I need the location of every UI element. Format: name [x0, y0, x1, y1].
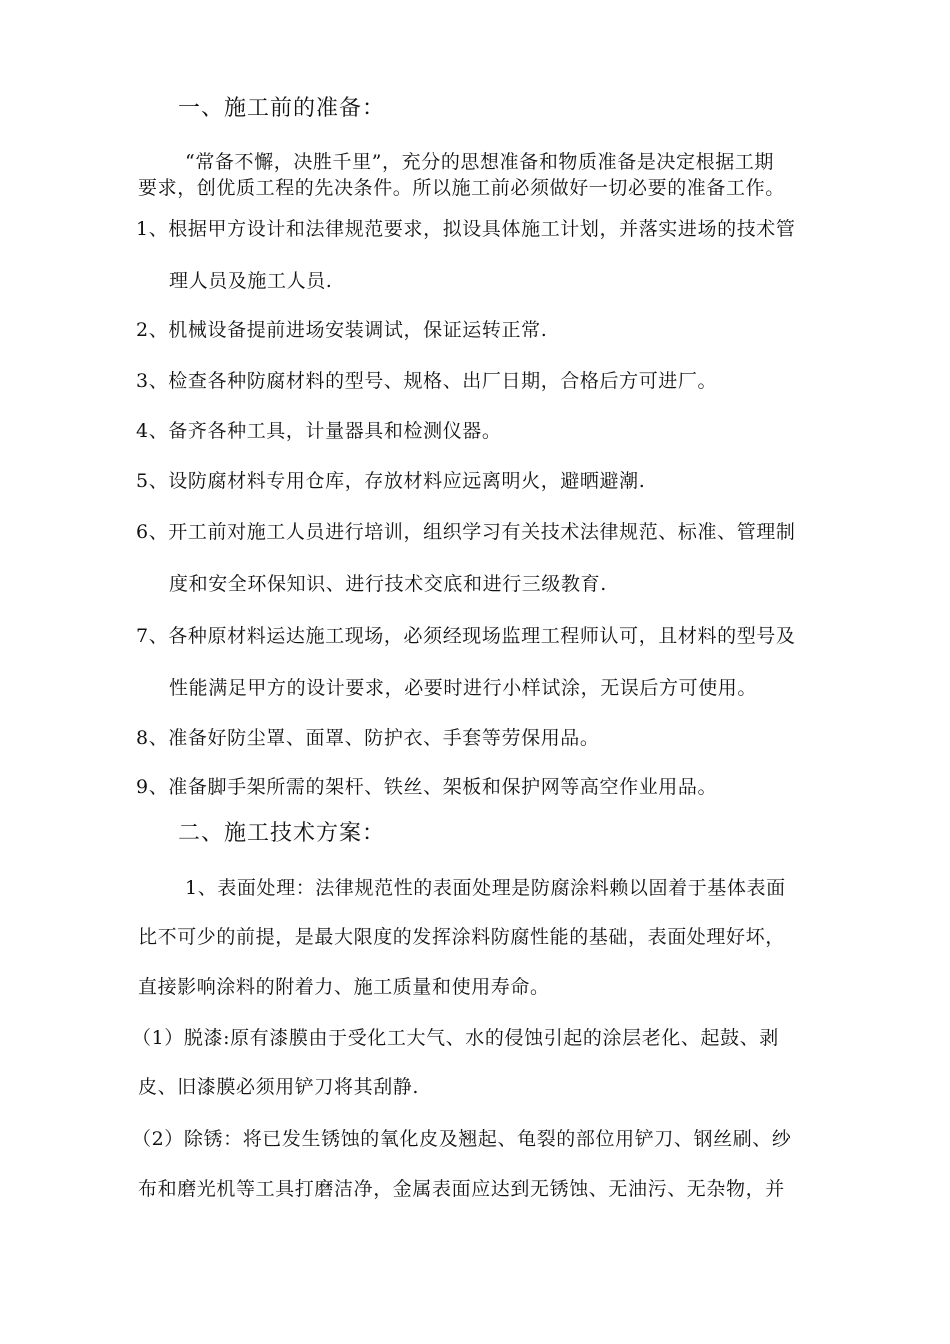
list-item-1-continuation: 理人员及施工人员. [169, 270, 333, 292]
body-paragraph-line: （2）除锈：将已发生锈蚀的氧化皮及翘起、龟裂的部位用铲刀、钢丝刷、纱 [132, 1128, 792, 1150]
list-item-4: 4、备齐各种工具，计量器具和检测仪器。 [136, 420, 502, 442]
body-paragraph-line: 比不可少的前提，是最大限度的发挥涂料防腐性能的基础，表面处理好坏， [138, 926, 785, 948]
section-heading-technical-plan: 二、施工技术方案： [178, 821, 386, 846]
body-paragraph-line: （1）脱漆:原有漆膜由于受化工大气、水的侵蚀引起的涂层老化、起鼓、剥 [132, 1027, 779, 1049]
body-paragraph-line: 布和磨光机等工具打磨洁净，金属表面应达到无锈蚀、无油污、无杂物，并 [138, 1178, 785, 1200]
list-item-3: 3、检查各种防腐材料的型号、规格、出厂日期，合格后方可进厂。 [136, 370, 718, 392]
list-item-5: 5、设防腐材料专用仓库，存放材料应远离明火，避晒避潮. [136, 470, 646, 492]
list-item-8: 8、准备好防尘罩、面罩、防护衣、手套等劳保用品。 [136, 727, 600, 749]
list-item-2: 2、机械设备提前进场安装调试，保证运转正常. [136, 319, 548, 341]
body-paragraph-line: 1、表面处理：法律规范性的表面处理是防腐涂料赖以固着于基体表面 [185, 877, 786, 899]
list-item-7-continuation: 性能满足甲方的设计要求，必要时进行小样试涂，无误后方可使用。 [169, 677, 758, 699]
list-item-1: 1、根据甲方设计和法律规范要求，拟设具体施工计划，并落实进场的技术管 [136, 218, 796, 240]
list-item-6: 6、开工前对施工人员进行培训，组织学习有关技术法律规范、标准、管理制 [136, 521, 796, 543]
list-item-6-continuation: 度和安全环保知识、进行技术交底和进行三级教育. [169, 573, 607, 595]
list-item-9: 9、准备脚手架所需的架杆、铁丝、架板和保护网等高空作业用品。 [136, 776, 718, 798]
intro-paragraph-line: “常备不懈，决胜千里”，充分的思想准备和物质准备是决定根据工期 [185, 151, 775, 173]
list-item-7: 7、各种原材料运达施工现场，必须经现场监理工程师认可，且材料的型号及 [136, 625, 796, 647]
section-heading-preparation: 一、施工前的准备： [178, 96, 386, 121]
body-paragraph-line: 直接影响涂料的附着力、施工质量和使用寿命。 [138, 976, 550, 998]
intro-paragraph-line: 要求，创优质工程的先决条件。所以施工前必须做好一切必要的准备工作。 [138, 177, 785, 199]
body-paragraph-line: 皮、旧漆膜必须用铲刀将其刮静. [138, 1076, 420, 1098]
